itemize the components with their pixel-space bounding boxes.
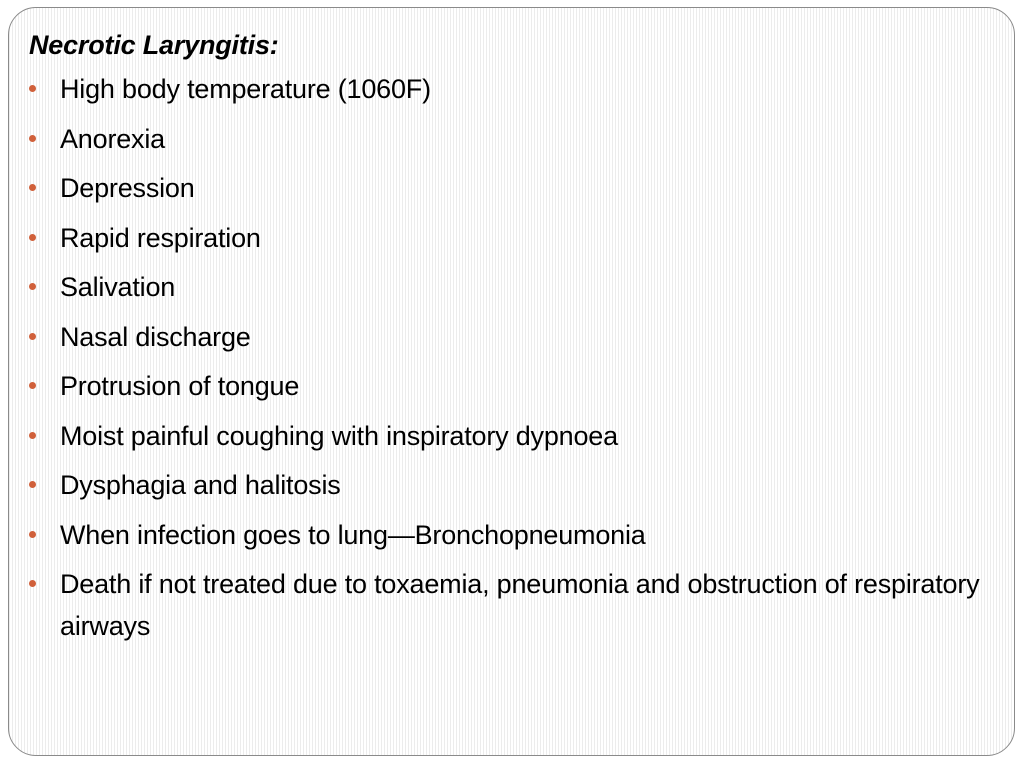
list-item xyxy=(29,68,1015,110)
list-item xyxy=(29,365,1015,407)
list-item xyxy=(29,563,1015,647)
list-item-text: Anorexia xyxy=(60,123,165,154)
list-item-text: Moist painful coughing with inspiratory dypnoea xyxy=(60,420,618,451)
list-item-text: High body temperature (1060F) xyxy=(60,74,431,104)
list-item-text: Salivation xyxy=(60,272,176,302)
bullet-dot-icon xyxy=(29,580,36,587)
list-item-text: Depression xyxy=(60,173,195,203)
bullet-dot-icon xyxy=(29,184,36,191)
list-item-text: When infection goes to lung—Bronchopneumonia xyxy=(60,519,646,550)
bullet-dot-icon xyxy=(29,333,36,340)
list-item-text: Rapid respiration xyxy=(60,222,261,253)
bullet-dot-icon xyxy=(29,481,36,488)
list-item-text: Dysphagia and halitosis xyxy=(60,470,341,500)
bullet-dot-icon xyxy=(29,382,36,389)
slide-frame xyxy=(8,7,1015,756)
bullet-list xyxy=(29,68,1015,647)
list-item xyxy=(29,464,1015,506)
bullet-dot-icon xyxy=(29,283,36,290)
list-item xyxy=(29,217,1015,259)
slide-title: Necrotic Laryngitis: xyxy=(29,30,279,60)
bullet-dot-icon xyxy=(29,432,36,439)
list-item xyxy=(29,514,1015,556)
list-item xyxy=(29,415,1015,457)
bullet-dot-icon xyxy=(29,85,36,92)
slide-content xyxy=(29,30,1015,655)
list-item xyxy=(29,266,1015,308)
list-item xyxy=(29,316,1015,358)
list-item xyxy=(29,118,1015,160)
list-item-text: Nasal discharge xyxy=(60,321,251,352)
bullet-dot-icon xyxy=(29,135,36,142)
bullet-dot-icon xyxy=(29,234,36,241)
list-item xyxy=(29,167,1015,209)
list-item-text: Death if not treated due to toxaemia, pneumonia and obstruction of respiratory airways xyxy=(60,569,980,641)
list-item-text: Protrusion of tongue xyxy=(60,371,300,401)
bullet-dot-icon xyxy=(29,531,36,538)
